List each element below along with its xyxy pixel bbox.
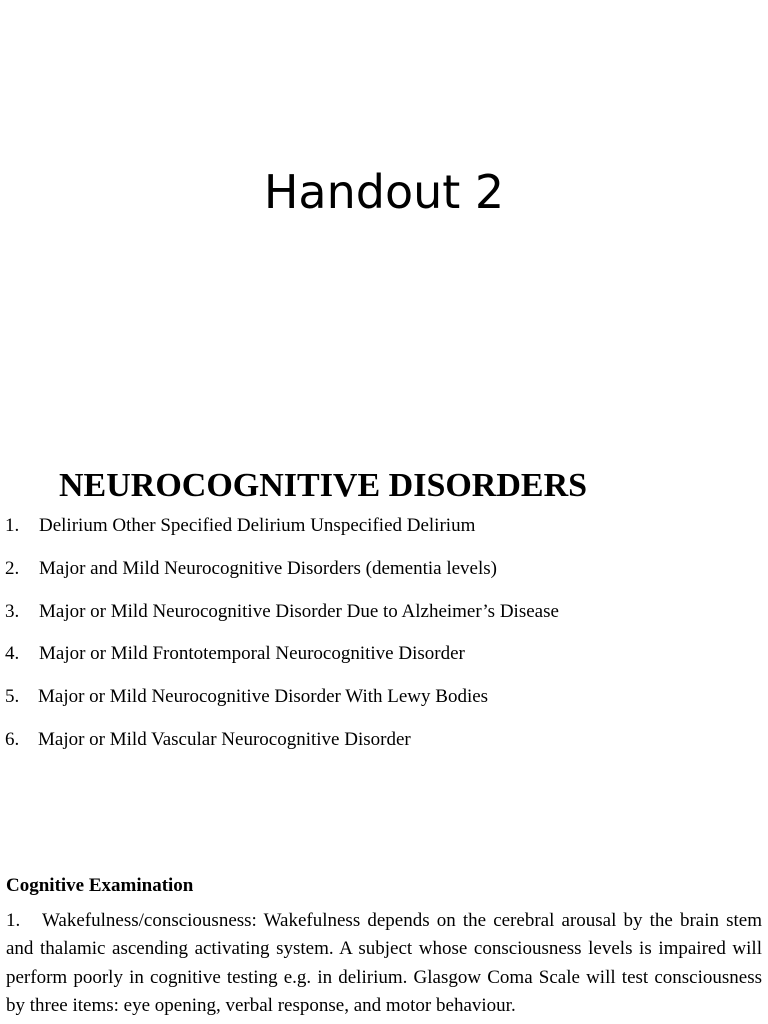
- handout-title: Handout 2: [263, 165, 505, 219]
- cognitive-exam-paragraph: [6, 907, 762, 1020]
- list-item-number: 3.: [5, 600, 20, 622]
- paragraph-text: Wakefulness/consciousness: Wakefulness depends on the cerebral arousal by the brain stem and thalamic ascending activating system. A subject whose consciousness levels is impaired will perform poorly in cognitive testing e.g. in delirium. Glasgow Coma Scale will test consciousness by three items: eye opening, verbal response, and motor behaviour.: [6, 910, 762, 1016]
- list-item-text: Delirium Other Specified Delirium Unspecified Delirium: [39, 515, 476, 536]
- section-heading: NEUROCOGNITIVE DISORDERS: [59, 467, 588, 504]
- list-item-text: Major or Mild Frontotemporal Neurocognitive Disorder: [39, 643, 465, 665]
- list-item-number: 1.: [5, 515, 20, 536]
- list-item-number: 4.: [5, 643, 20, 665]
- paragraph-number: 1.: [6, 910, 21, 931]
- cognitive-exam-heading: Cognitive Examination: [6, 875, 194, 896]
- list-item-text: Major and Mild Neurocognitive Disorders (dementia levels): [39, 557, 497, 579]
- list-item-text: Major or Mild Neurocognitive Disorder Due to Alzheimer’s Disease: [39, 600, 559, 622]
- list-item-number: 6.: [5, 728, 20, 750]
- list-item-number: 5.: [5, 686, 20, 708]
- list-item-text: Major or Mild Neurocognitive Disorder With Lewy Bodies: [38, 686, 489, 708]
- list-item-number: 2.: [5, 557, 20, 579]
- list-item-text: Major or Mild Vascular Neurocognitive Disorder: [38, 728, 411, 750]
